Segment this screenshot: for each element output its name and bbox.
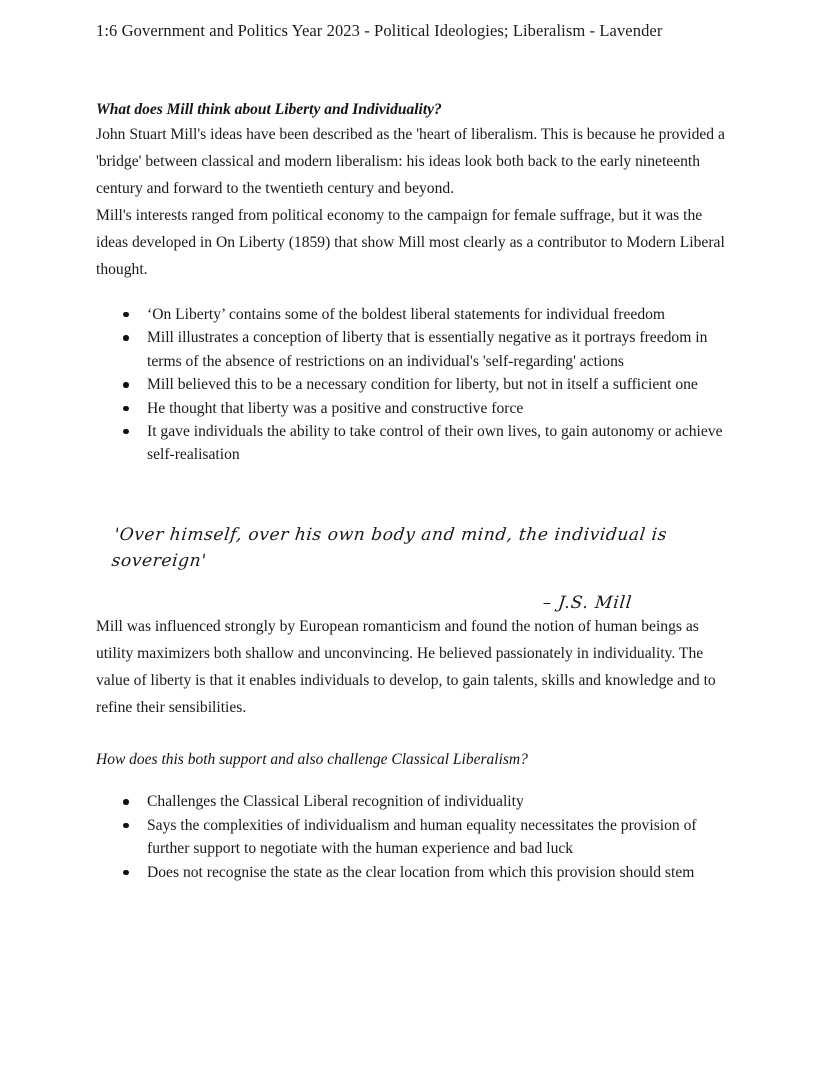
bullet-dot-icon [123,373,130,396]
list-item [96,373,732,396]
list-item-text: Does not recognise the state as the clear location from which this provision should stem [147,863,695,881]
section-heading-mill-liberty: What does Mill think about Liberty and Individuality? [96,101,442,119]
bullet-dot-icon [123,861,130,884]
list-item-text: He thought that liberty was a positive and constructive force [147,399,524,417]
subheading-classical-liberalism: How does this both support and also challenge Classical Liberalism? [96,750,528,768]
document-header-line: 1:6 Government and Politics Year 2023 - Political Ideologies; Liberalism - Lavender [96,21,663,40]
list-item-text: Challenges the Classical Liberal recognition of individuality [147,793,524,811]
quotation-text: 'Over himself, over his own body and mind, the individual is sovereign' [110,524,669,571]
bullet-dot-icon [123,303,130,326]
paragraph-mill-heart-of-liberalism: John Stuart Mill's ideas have been described as the 'heart of liberalism. This is because he provided a 'bridge' between classical and modern liberalism: his ideas look both back to the early nineteenth century and forward to the twentieth century and beyond. [96,125,725,197]
list-item [96,397,732,420]
list-item [96,420,732,467]
bullet-dot-icon [123,397,130,420]
bullet-list-liberty [96,303,732,467]
list-item-text: Mill illustrates a conception of liberty that is essentially negative as it portrays freedom in terms of the absence of restrictions on an individual's 'self-regarding' actions [147,329,708,370]
bullet-list-classical [96,790,732,884]
handwritten-quotation-block [96,523,732,613]
paragraph-mill-on-liberty: Mill's interests ranged from political economy to the campaign for female suffrage, but it was the ideas developed in On Liberty (1859) that show Mill most clearly as a contributor to Modern Liberal thought. [96,206,725,278]
list-item-text: Mill believed this to be a necessary condition for liberty, but not in itself a sufficient one [147,376,698,394]
document-content [96,0,732,884]
bullet-dot-icon [123,814,130,837]
list-item [96,814,732,861]
quotation-attribution: – J.S. Mill [541,592,634,613]
list-item [96,861,732,884]
list-item-text: Says the complexities of individualism and human equality necessitates the provision of further support to negotiate with the human experience and bad luck [147,816,697,858]
paragraph-mill-romanticism: Mill was influenced strongly by European romanticism and found the notion of human beings as utility maximizers both shallow and unconvincing. He believed passionately in individuality. The value of liberty is that it enables individuals to develop, to gain talents, skills and knowledge and to refine their sensibilities. [96,617,716,716]
list-item [96,326,732,373]
bullet-dot-icon [123,326,130,349]
bullet-dot-icon [123,790,130,813]
list-item-text: ‘On Liberty’ contains some of the boldest liberal statements for individual freedom [147,305,666,323]
list-item [96,790,732,813]
list-item-text: It gave individuals the ability to take control of their own lives, to gain autonomy or achieve self-realisation [147,422,723,464]
bullet-dot-icon [123,420,130,443]
list-item [96,303,732,326]
